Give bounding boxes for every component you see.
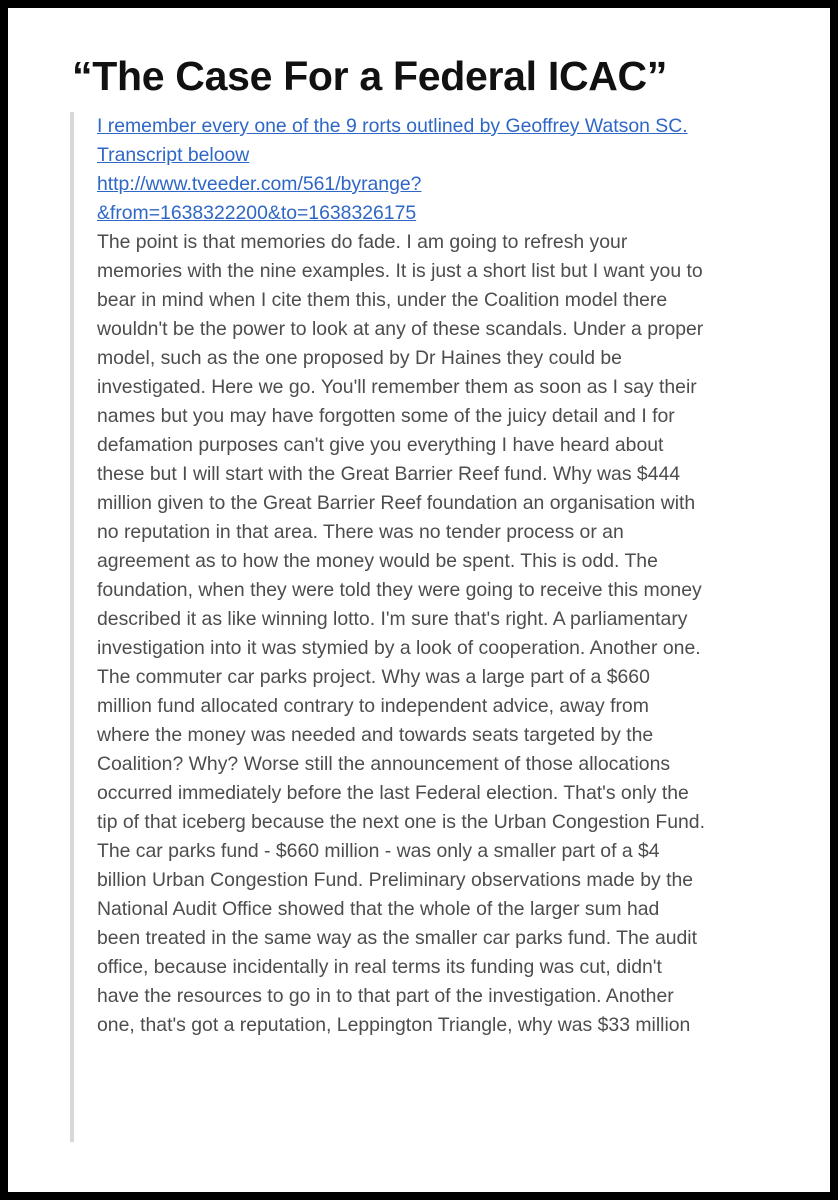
body-line: National Audit Office showed that the whole of the larger sum had: [97, 898, 660, 920]
body-line: agreement as to how the money would be spent. This is odd. The: [97, 550, 658, 572]
body-line: no reputation in that area. There was no tender process or an: [97, 521, 624, 543]
body-line: The point is that memories do fade. I am going to refresh your: [97, 231, 628, 253]
body-line: billion Urban Congestion Fund. Preliminary observations made by the: [97, 869, 694, 891]
body-line: investigation into it was stymied by a look of cooperation. Another one.: [97, 637, 701, 659]
body-line: The commuter car parks project. Why was a large part of a $660: [97, 666, 650, 688]
transcript-url-line-2[interactable]: &from=1638322200&to=1638326175: [97, 202, 417, 224]
body-line: bear in mind when I cite them this, under the Coalition model there: [97, 289, 668, 311]
body-line: The car parks fund - $660 million - was only a smaller part of a $4: [97, 840, 660, 862]
body-line: defamation purposes can't give you everything I have heard about: [97, 434, 664, 456]
body-line: memories with the nine examples. It is just a short list but I want you to: [97, 260, 703, 282]
quote-link-line-2[interactable]: Transcript beloow: [97, 144, 250, 166]
quote-link-line-1[interactable]: I remember every one of the 9 rorts outlined by Geoffrey Watson SC.: [97, 115, 688, 137]
blockquote: [70, 112, 787, 1142]
body-line: investigated. Here we go. You'll remember them as soon as I say their: [97, 376, 697, 398]
body-line: these but I will start with the Great Barrier Reef fund. Why was $444: [97, 463, 681, 485]
document-page: [8, 8, 830, 1192]
body-line: have the resources to go in to that part of the investigation. Another: [97, 985, 674, 1007]
body-line: foundation, when they were told they were going to receive this money: [97, 579, 702, 601]
body-line: office, because incidentally in real terms its funding was cut, didn't: [97, 956, 662, 978]
body-line: Coalition? Why? Worse still the announcement of those allocations: [97, 753, 671, 775]
body-line: wouldn't be the power to look at any of these scandals. Under a proper: [97, 318, 704, 340]
body-line: tip of that iceberg because the next one is the Urban Congestion Fund.: [97, 811, 705, 833]
document-title: “The Case For a Federal ICAC”: [72, 53, 668, 99]
body-line: names but you may have forgotten some of the juicy detail and I for: [97, 405, 675, 427]
body-line: described it as like winning lotto. I'm sure that's right. A parliamentary: [97, 608, 688, 630]
body-line: where the money was needed and towards seats targeted by the: [97, 724, 654, 746]
body-line: million fund allocated contrary to independent advice, away from: [97, 695, 649, 717]
transcript-url-line-1[interactable]: http://www.tveeder.com/561/byrange?: [97, 173, 422, 195]
body-line: been treated in the same way as the smaller car parks fund. The audit: [97, 927, 698, 949]
body-line: million given to the Great Barrier Reef foundation an organisation with: [97, 492, 696, 514]
body-line: occurred immediately before the last Federal election. That's only the: [97, 782, 689, 804]
body-line: one, that's got a reputation, Leppington Triangle, why was $33 million: [97, 1014, 691, 1036]
body-line: model, such as the one proposed by Dr Haines they could be: [97, 347, 622, 369]
